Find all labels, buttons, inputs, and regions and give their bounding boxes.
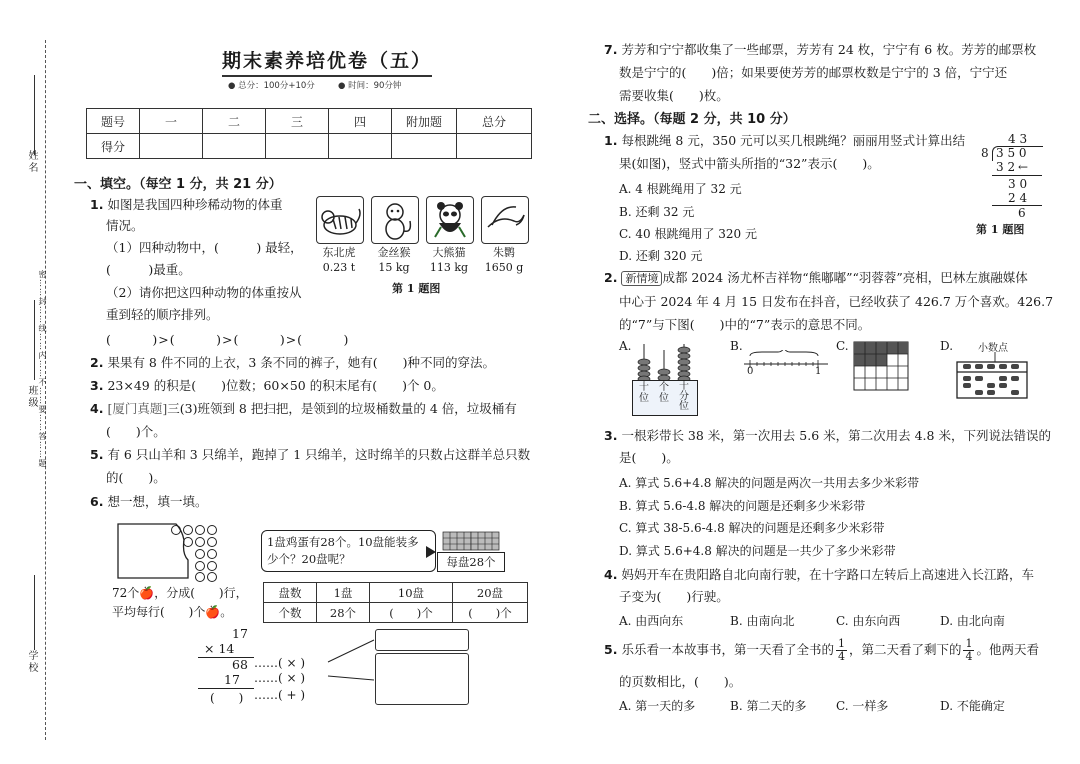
s2-q2-line3: 的“7”与下图( )中的“7”表示的意思不同。 [619, 317, 871, 332]
s2-q4-option-a[interactable]: A. 由西向东 [619, 614, 684, 628]
plate-head: 20盘 [453, 583, 528, 603]
s1-q1-sub1a: （1）四种动物中，( ) 最轻， [106, 240, 303, 255]
s1-q4-line2: ( )个。 [106, 424, 166, 439]
s1-q1-order: ( )>( )>( )>( ) [106, 332, 350, 347]
exam-time: ● 时间：90分钟 [338, 81, 402, 91]
s1-q1-line1: 1. 如图是我国四种珍稀动物的体重 [90, 197, 283, 212]
plate-answer-cell[interactable]: ( )个 [370, 603, 453, 623]
calc-mult: × 14 [204, 641, 235, 656]
new-context-tag: 新情境 [621, 271, 662, 286]
s2-q4-option-b[interactable]: B. 由南向北 [730, 614, 795, 628]
egg-speech-bubble: 1盘鸡蛋有28个。10盘能装多少个？20盘呢？ [261, 530, 436, 572]
animal-weight: 0.23 t [322, 261, 356, 274]
name-label: 姓名 [26, 150, 37, 174]
animal-name: 大熊猫 [432, 246, 466, 259]
s2-q3-option-b[interactable]: B. 算式 5.6-4.8 解决的问题是还剩多少米彩带 [619, 499, 866, 513]
score-cell[interactable] [329, 134, 392, 159]
div-rule2 [992, 205, 1042, 206]
calc-p1-note: ……( × ) [254, 656, 306, 670]
s2-q5-option-a[interactable]: A. 第一天的多 [619, 699, 696, 713]
s2-q3-option-d[interactable]: D. 算式 5.6+4.8 解决的问题是一共少了多少米彩带 [619, 544, 896, 558]
div-dividend: 3 5 0 [996, 146, 1027, 160]
animal-name: 金丝猴 [377, 246, 411, 259]
score-cell[interactable] [266, 134, 329, 159]
div-line1: 3 2 [996, 160, 1016, 174]
score-cell[interactable] [457, 134, 532, 159]
s1-q3: 3. 23×49 的积是( )位数；60×50 的积末尾有( )个 0。 [90, 378, 444, 393]
s1-q6: 6. 想一想，填一填。 [90, 494, 208, 509]
div-line4: 6 [1018, 206, 1026, 220]
fraction-one-quarter: $\frac{1}{4}$ [837, 637, 845, 663]
class-underline [34, 300, 35, 380]
s1-q2: 2. 果果有 8 件不同的上衣，3 条不同的裤子，她有( )种不同的穿法。 [90, 355, 496, 370]
total-score: ● 总分：100分+10分 [228, 81, 315, 91]
calc-answer-box-1[interactable] [375, 629, 469, 651]
tiger-icon [316, 196, 364, 244]
q4-tag: 厦门真题 [112, 401, 163, 416]
score-table [86, 108, 532, 159]
section2-heading: 二、选择。（每题 2 分，共 10 分） [588, 112, 796, 127]
fraction-one-quarter: $\frac{1}{4}$ [965, 637, 973, 663]
s2-q3-option-c[interactable]: C. 算式 38-5.6-4.8 解决的问题是还剩多少米彩带 [619, 521, 885, 535]
div-quotient: 4 3 [1008, 132, 1028, 146]
s2-q2-option-a[interactable]: A. [619, 339, 632, 353]
animal-weight: 1650 g [484, 261, 524, 274]
div-divisor: 8 [981, 146, 989, 160]
s2-q1-option-a[interactable]: A. 4 根跳绳用了 32 元 [619, 182, 742, 196]
abacus-label-tens: 十位 [639, 382, 649, 404]
animal-weight: 15 kg [378, 261, 410, 274]
name-underline [34, 75, 35, 155]
s2-q2-option-d[interactable]: D. [940, 339, 954, 353]
s2-q1-fig-caption: 第 1 题图 [976, 223, 1025, 236]
div-line2: 3 0 [1008, 177, 1028, 191]
div-line3: 2 4 [1008, 191, 1028, 205]
s1-q4-line1: 4. [厦门真题]三(3)班领到 8 把扫把，是领到的垃圾桶数量的 4 倍，垃圾桶有 [90, 401, 517, 416]
s1-q1-sub2b: 重到轻的顺序排列。 [106, 307, 219, 322]
section1-heading: 一、填空。（每空 1 分，共 21 分） [74, 177, 282, 192]
grid-figure [853, 341, 909, 395]
score-table-head: 三 [266, 109, 329, 134]
s2-q1-line2: 果(如图)，竖式中箭头所指的“32”表示( )。 [619, 156, 880, 171]
calc-connector-lines [326, 630, 378, 700]
s2-q4-option-c[interactable]: C. 由东向西 [836, 614, 901, 628]
s2-q1-line1: 1. 每根跳绳 8 元，350 元可以买几根跳绳？丽丽用竖式计算出结 [604, 133, 966, 148]
calc-sum-note: ……( + ) [254, 688, 306, 702]
seal-line-text: 密……封……线……内……不……要……答……题 [38, 270, 47, 468]
s1-q1-sub2a: （2）请你把这四种动物的体重按从 [106, 285, 302, 300]
plate-head: 1盘 [317, 583, 370, 603]
calc-answer-box-2[interactable] [375, 653, 469, 705]
s2-q1-option-d[interactable]: D. 还剩 320 元 [619, 249, 703, 263]
s2-q5-option-c[interactable]: C. 一样多 [836, 699, 889, 713]
abacus-figure [632, 342, 700, 417]
s1-q1-fig-caption: 第 1 题图 [392, 282, 441, 295]
plate-head: 盘数 [264, 583, 317, 603]
binding-margin [0, 0, 52, 764]
plate-table [263, 582, 528, 623]
decimal-abacus-figure [955, 352, 1029, 404]
s2-q2-line2: 中心于 2024 年 4 月 15 日发布在抖音，已经收获了 426.7 万个喜欢。426.7 [619, 294, 1054, 309]
calc-p2-note: ……( × ) [254, 671, 306, 685]
s2-q3-line1: 3. 一根彩带长 38 米，第一次用去 5.6 米，第二次用去 4.8 米，下列说法错误的 [604, 428, 1051, 443]
score-table-row-label: 得分 [87, 134, 140, 159]
apple-line2: 平均每行( )个🍎。 [112, 605, 233, 619]
score-table-head: 二 [203, 109, 266, 134]
s2-q1-option-c[interactable]: C. 40 根跳绳用了 320 元 [619, 227, 758, 241]
s2-q4-line2: 子变为( )行驶。 [619, 589, 729, 604]
s2-q2-option-c[interactable]: C. [836, 339, 849, 353]
s2-q5-option-b[interactable]: B. 第二天的多 [730, 699, 807, 713]
abacus-label-ones: 个位 [659, 382, 669, 404]
s2-q5-line2: 的页数相比，( )。 [619, 674, 742, 689]
arrow-left-icon: ← [1018, 160, 1029, 174]
div-rule1 [992, 175, 1042, 176]
s2-q5-option-d[interactable]: D. 不能确定 [940, 699, 1005, 713]
bubble-pointer [426, 546, 436, 558]
plate-cell: 28个 [317, 603, 370, 623]
calc-top: 17 [232, 626, 248, 641]
numline-label-1: 1 [815, 366, 822, 377]
page-title: 期末素养培优卷（五） [222, 46, 432, 77]
score-table-head-label: 题号 [87, 109, 140, 134]
score-table-head: 附加题 [392, 109, 457, 134]
q7-line3: 需要收集( )枚。 [619, 88, 729, 103]
s2-q4-line1: 4. 妈妈开车在贵阳路自北向南行驶，在十字路口左转后上高速进入长江路，车 [604, 567, 1034, 582]
number-line-figure [742, 350, 832, 380]
calc-p2: 17 [224, 672, 240, 687]
monkey-icon [371, 196, 419, 244]
numline-label-0: 0 [747, 366, 754, 377]
plate-head: 10盘 [370, 583, 453, 603]
plate-cell: 个数 [264, 603, 317, 623]
calc-sum[interactable]: ( ) [210, 691, 244, 705]
s1-q5-line1: 5. 有 6 只山羊和 3 只绵羊，跑掉了 1 只绵羊，这时绵羊的只数占这群羊总只数 [90, 447, 531, 462]
animal-name: 朱鹮 [493, 246, 515, 259]
panda-icon [426, 196, 474, 244]
animal-name: 东北虎 [322, 246, 356, 259]
s2-q5-line1: 5. 乐乐看一本故事书，第一天看了全书的 $\frac{1}{4}$ ，第二天看了剩下的 $\frac{1}{4}$ 。他两天看 [604, 637, 1039, 663]
apple-figure [116, 520, 226, 586]
score-cell[interactable] [203, 134, 266, 159]
decimal-point-label: 小数点 [978, 343, 1008, 354]
plate-answer-cell[interactable]: ( )个 [453, 603, 528, 623]
ibis-icon [481, 196, 529, 244]
s2-q3-line2: 是( )。 [619, 450, 679, 465]
calc-p1: 68 [232, 657, 248, 672]
school-label: 学校 [26, 650, 37, 674]
animal-weight: 113 kg [429, 261, 469, 274]
apple-line1: 72个🍎，分成( )行， [112, 586, 248, 600]
q7-line2: 数是宁宁的( )倍；如果要使芳芳的邮票枚数是宁宁的 3 倍，宁宁还 [619, 65, 1008, 80]
score-table-head: 四 [329, 109, 392, 134]
s2-q2-line1: 2. 新情境 成都 2024 汤尤杯吉祥物“熊嘟嘟”“羽蓉蓉”亮相，巴林左旗融媒体 [604, 270, 1028, 285]
crate-label: 每盘28个 [437, 552, 505, 572]
q7-line1: 7. 芳芳和宁宁都收集了一些邮票，芳芳有 24 枚，宁宁有 6 枚。芳芳的邮票枚 [604, 42, 1037, 57]
s2-q4-option-d[interactable]: D. 由北向南 [940, 614, 1005, 628]
score-table-head: 一 [140, 109, 203, 134]
score-cell[interactable] [392, 134, 457, 159]
s1-q1-sub1b: ( )最重。 [106, 262, 191, 277]
score-cell[interactable] [140, 134, 203, 159]
long-division-figure [978, 132, 1048, 222]
class-label: 班级 [26, 385, 37, 409]
s2-q3-option-a[interactable]: A. 算式 5.6+4.8 解决的问题是两次一共用去多少米彩带 [619, 476, 920, 490]
abacus-label-tenths: 十分位 [679, 381, 689, 412]
s1-q5-line2: 的( )。 [106, 470, 166, 485]
s1-q1-line2: 情况。 [106, 218, 144, 233]
s2-q2-option-b[interactable]: B. [730, 339, 743, 353]
score-table-head: 总分 [457, 109, 532, 134]
school-underline [34, 575, 35, 650]
s2-q1-option-b[interactable]: B. 还剩 32 元 [619, 205, 695, 219]
